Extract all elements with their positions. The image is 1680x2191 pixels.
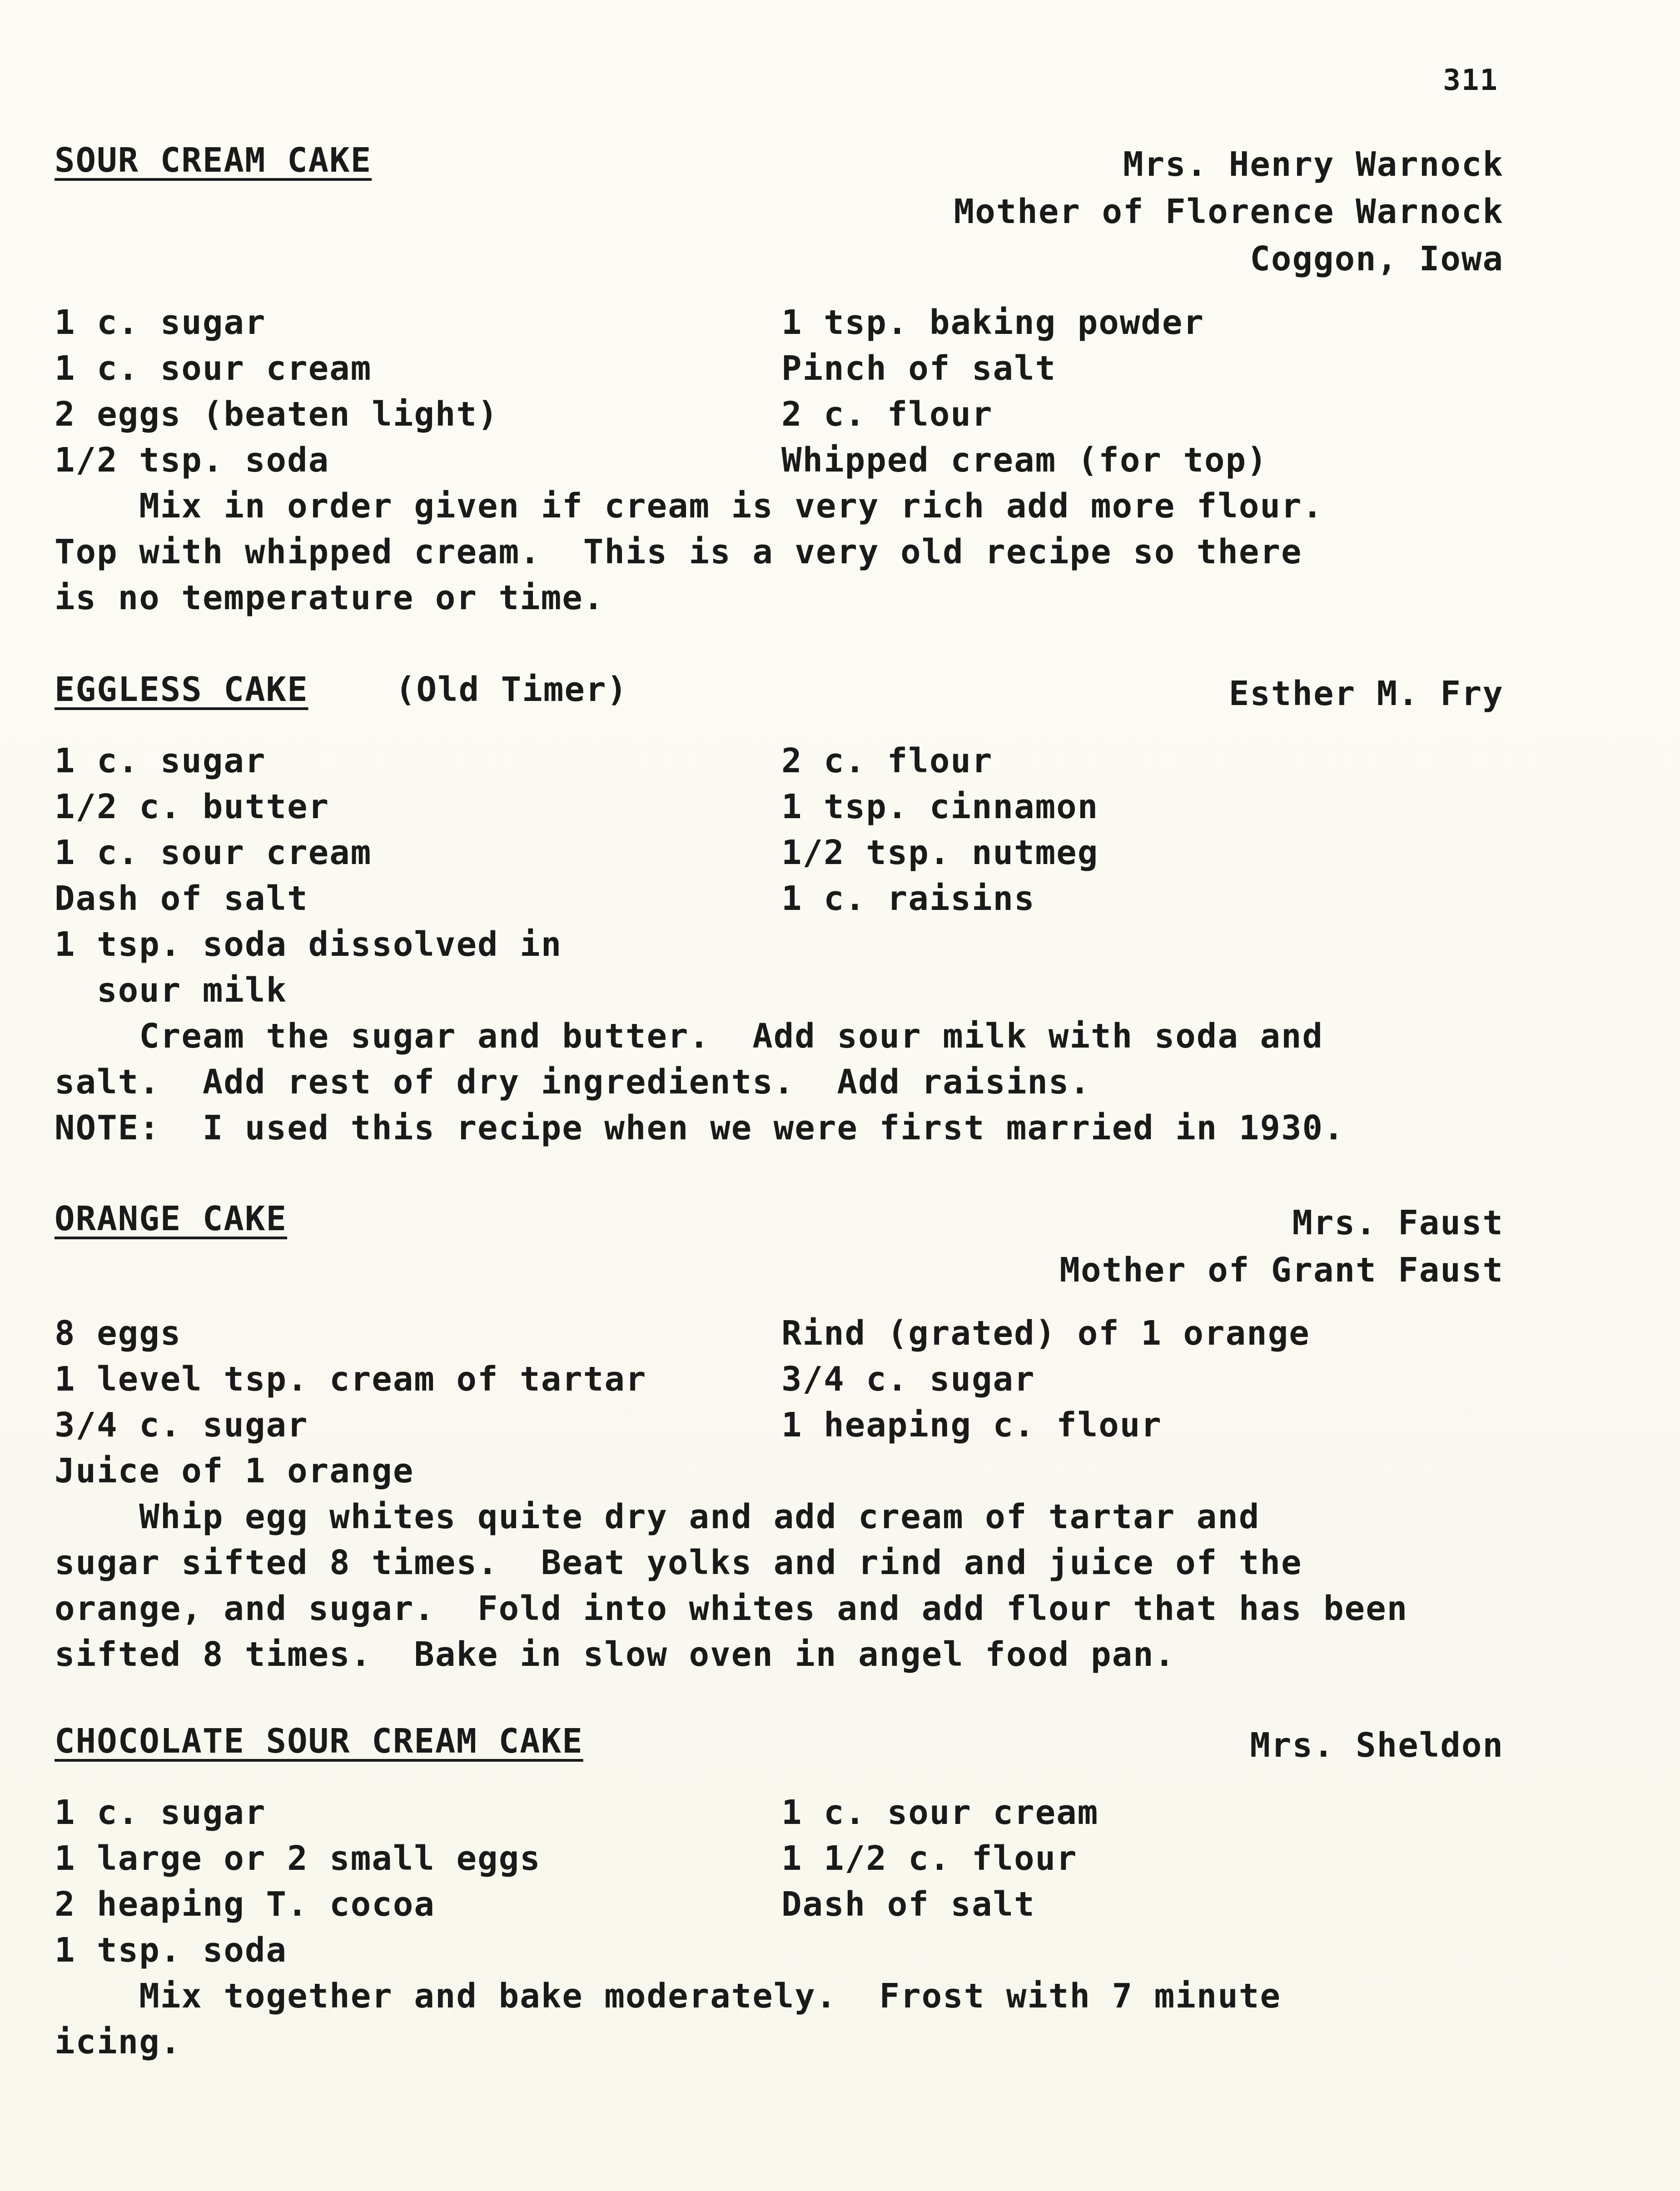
- recipe-attribution: [1059, 1199, 1504, 1294]
- ingredient: Juice of 1 orange: [55, 1451, 414, 1490]
- ingredient: 1 level tsp. cream of tartar: [55, 1360, 647, 1399]
- ingredient: 1 c. sour cream: [781, 1793, 1099, 1832]
- ingredient: 2 heaping T. cocoa: [55, 1885, 435, 1924]
- recipe-instructions: [55, 1014, 1504, 1151]
- ingredient: Whipped cream (for top): [781, 441, 1268, 480]
- ingredient: 1 1/2 c. flour: [781, 1839, 1078, 1878]
- instruction-line: sifted 8 times. Bake in slow oven in angel food pan.: [55, 1635, 1176, 1674]
- instruction-line: is no temperature or time.: [55, 578, 605, 617]
- ingredient: sour milk: [55, 971, 288, 1010]
- ingredient: 1/2 c. butter: [55, 787, 330, 826]
- instruction-line: Mix in order given if cream is very rich add more flour.: [55, 487, 1324, 526]
- attribution-line: Mrs. Sheldon: [1250, 1726, 1504, 1765]
- ingredient: 3/4 c. sugar: [55, 1406, 308, 1445]
- ingredient: 1 c. sour cream: [55, 349, 372, 388]
- ingredient: 1 c. sugar: [55, 741, 266, 780]
- recipe-orange-cake: [55, 1199, 1504, 1674]
- recipe-attribution: [954, 141, 1504, 283]
- recipe-sour-cream-cake: [55, 141, 1504, 617]
- attribution-line: Coggon, Iowa: [1250, 239, 1504, 278]
- ingredient: 1/2 tsp. soda: [55, 441, 330, 480]
- ingredient: 2 eggs (beaten light): [55, 395, 499, 434]
- ingredient: 2 c. flour: [781, 741, 993, 780]
- instruction-line: icing.: [55, 2022, 182, 2062]
- ingredient-column-right: [781, 1311, 1504, 1448]
- ingredient: 1 tsp. soda dissolved in: [55, 925, 562, 964]
- ingredient: 2 c. flour: [781, 395, 993, 434]
- ingredient: 1 heaping c. flour: [781, 1406, 1162, 1445]
- recipe-subtitle: (Old Timer): [395, 670, 628, 709]
- recipe-eggless-cake: [55, 670, 1504, 1148]
- ingredient: 1 tsp. cinnamon: [781, 787, 1099, 826]
- recipe-attribution: [1229, 670, 1504, 717]
- instruction-line: orange, and sugar. Fold into whites and add flour that has been: [55, 1589, 1408, 1628]
- recipe-instructions: [55, 483, 1504, 621]
- ingredient: 1/2 tsp. nutmeg: [781, 833, 1099, 872]
- instruction-line: Top with whipped cream. This is a very old recipe so there: [55, 532, 1302, 571]
- ingredient-column-right: [781, 1790, 1504, 1928]
- instruction-line: Mix together and bake moderately. Frost with 7 minute: [55, 1977, 1282, 2016]
- ingredient: 8 eggs: [55, 1314, 182, 1353]
- attribution-line: Mrs. Henry Warnock: [1123, 145, 1504, 184]
- ingredient: Rind (grated) of 1 orange: [781, 1314, 1310, 1353]
- ingredient: 1 c. sour cream: [55, 833, 372, 872]
- attribution-line: Mother of Florence Warnock: [954, 192, 1504, 231]
- recipe-attribution: [1250, 1722, 1504, 1769]
- ingredient: 1 c. raisins: [781, 879, 1035, 918]
- instruction-line: Whip egg whites quite dry and add cream of tartar and: [55, 1497, 1260, 1536]
- instruction-line: salt. Add rest of dry ingredients. Add raisins.: [55, 1063, 1091, 1102]
- attribution-line: Esther M. Fry: [1228, 674, 1504, 713]
- attribution-line: Mother of Grant Faust: [1059, 1251, 1504, 1290]
- ingredient-column-right: [781, 738, 1504, 922]
- instruction-line: sugar sifted 8 times. Beat yolks and rind and juice of the: [55, 1543, 1302, 1582]
- instruction-line: NOTE: I used this recipe when we were first married in 1930.: [55, 1108, 1345, 1148]
- instruction-line: Cream the sugar and butter. Add sour milk with soda and: [55, 1017, 1324, 1056]
- recipe-title: SOUR CREAM CAKE: [55, 141, 372, 180]
- ingredient: 1 c. sugar: [55, 303, 266, 342]
- recipe-title: EGGLESS CAKE: [55, 670, 308, 709]
- ingredient: Dash of salt: [55, 879, 308, 918]
- ingredient: 1 c. sugar: [55, 1793, 266, 1832]
- ingredient: 1 large or 2 small eggs: [55, 1839, 541, 1878]
- recipe-instructions: [55, 1973, 1504, 2065]
- ingredient-column-left: [55, 1311, 781, 1494]
- ingredient: Pinch of salt: [781, 349, 1057, 388]
- page-number: 311: [1443, 64, 1498, 97]
- ingredient: 3/4 c. sugar: [781, 1360, 1035, 1399]
- ingredient: 1 tsp. soda: [55, 1931, 288, 1970]
- ingredient-column-left: [55, 300, 781, 483]
- recipe-title: ORANGE CAKE: [55, 1199, 288, 1238]
- ingredient-column-left: [55, 738, 781, 1014]
- ingredient: 1 tsp. baking powder: [781, 303, 1205, 342]
- recipe-instructions: [55, 1494, 1504, 1678]
- ingredient-column-right: [781, 300, 1504, 483]
- attribution-line: Mrs. Faust: [1292, 1203, 1504, 1242]
- ingredient: Dash of salt: [781, 1885, 1035, 1924]
- recipe-title: CHOCOLATE SOUR CREAM CAKE: [55, 1722, 583, 1761]
- recipe-chocolate-sour-cream-cake: [55, 1722, 1504, 2062]
- ingredient-column-left: [55, 1790, 781, 1973]
